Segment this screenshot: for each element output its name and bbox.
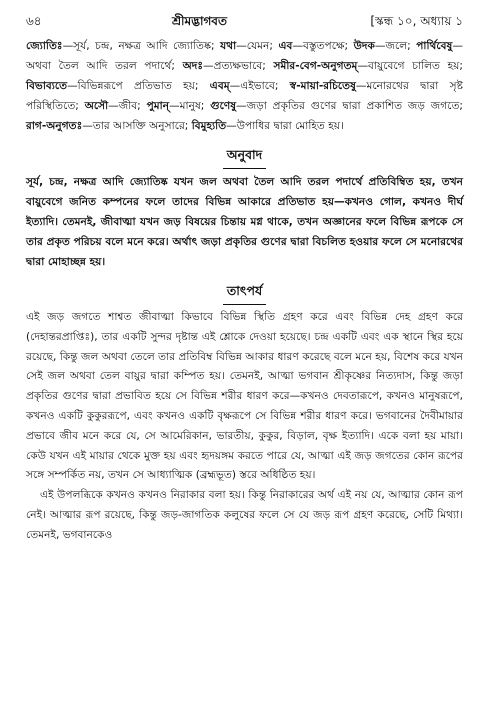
synonym-term: উদক: [353, 40, 375, 52]
synonym-term: এব: [278, 40, 293, 52]
synonym-meaning: বস্তুতপক্ষে;: [303, 40, 349, 52]
synonym-meaning: তার আসক্তি অনুসারে;: [92, 120, 189, 132]
running-header: [26, 10, 463, 32]
synonym-meaning: বিভিন্নরূপে প্রতিভাত হয়;: [77, 80, 199, 92]
synonym-meaning: জড়া প্রকৃতির গুণের দ্বারা প্রকাশিত জড় জগতে;: [246, 100, 463, 112]
synonym-term: যথা: [220, 40, 237, 52]
purport-body: [26, 308, 463, 546]
synonym-term: বিমুহ্যতি: [191, 120, 227, 132]
synonym-term: অসৌ: [84, 100, 109, 112]
synonym-meaning: মনোরথের দ্বারা সৃষ্ট পরিস্থিতিতে;: [26, 80, 464, 112]
synonym-term: অদঃ: [182, 60, 204, 72]
synonym-meaning: বায়ুবেগে চালিত হয়;: [368, 60, 463, 72]
synonym-term: এবম্: [209, 80, 230, 92]
synonym-meaning: এইভাবে;: [240, 80, 279, 92]
synonym-term: পার্থিবেষু: [416, 40, 453, 52]
translation-heading: অনুবাদ: [223, 147, 266, 169]
synonym-term: পুমান্: [146, 100, 170, 112]
synonym-term: গুণেষু: [210, 100, 237, 112]
purport-paragraph: এই জড় জগতে শাশ্বত জীবাত্মা কিভাবে বিভিন্ন স্থিতি গ্রহণ করে এবং বিভিন্ন দেহ গ্রহণ করে (দেহান্তরপ্রাপ্তিঃ), তার একটি সুন্দর দৃষ্টান্ত এই শ্লোকে দেওয়া হয়েছে। চন্দ্র একটি এবং এক স্থানে স্থির হয়ে রয়েছে, কিন্তু জল অথবা তেলে তার প্রতিবিম্ব বিভিন্ন আকার ধারণ করেছে বলে মনে হয়, বিশেষ করে যখন সেই জল অথবা তেল বায়ুর দ্বারা কম্পিত হয়। তেমনই, আত্মা ভগবান শ্রীকৃষ্ণের নিত্যদাস, কিন্তু জড়া প্রকৃতির গুণের দ্বারা প্রভাবিত হয়ে সে বিভিন্ন শরীর ধারণ করে—কখনও দেবতারূপে, কখনও মানুষরূপে, কখনও একটি কুকুররূপে, এবং কখনও একটি বৃক্ষরূপে সে বিভিন্ন শরীর ধারণ করে। ভগবানের দৈবীমায়ার প্রভাবে জীব মনে করে যে, সে আমেরিকান, ভারতীয়, কুকুর, বিড়াল, বৃক্ষ ইত্যাদি। একে বলা হয় মায়া। কেউ যখন এই মায়ার থেকে মুক্ত হয় এবং হৃদয়ঙ্গম করতে পারে যে, আত্মা এই জড় জগতের কোন রূপের সঙ্গে সম্পর্কিত নয়, তখন সে আধ্যাত্মিক (ব্রহ্মভূত) স্তরে অধিষ্ঠিত হয়।: [26, 311, 463, 482]
synonym-term: সমীর-বেগ-অনুগতম্: [273, 60, 358, 72]
synonym-term: স্ব-মায়া-রচিতেষু: [289, 80, 356, 92]
purport-paragraph: এই উপলব্ধিকে কখনও কখনও নিরাকার বলা হয়। কিন্তু নিরাকারের অর্থ এই নয় যে, আত্মার কোন রূপ নেই। আত্মার রূপ রয়েছে, কিন্তু জড়-জাগতিক কলুষের ফলে সে যে জড় রূপ গ্রহণ করেছে, সেটি মিথ্যা। তেমনই, ভগবানকেও: [26, 489, 463, 541]
purport-heading: তাৎপর্য: [223, 283, 266, 305]
book-title: শ্রীমদ্ভাগবত: [171, 14, 227, 28]
chapter-reference: [স্কন্ধ ১০, অধ্যায় ১: [370, 14, 463, 28]
synonym-term: বিভাব্যতে: [26, 80, 68, 92]
synonym-meaning: উপাধির দ্বারা মোহিত হয়।: [236, 120, 344, 132]
synonym-term: জ্যোতিঃ: [26, 40, 63, 52]
synonym-meaning: যেমন;: [246, 40, 273, 52]
page-number: ৬৪: [26, 14, 42, 28]
translation-text: সূর্য, চন্দ্র, নক্ষত্র আদি জ্যোতিষ্ক যখন জল অথবা তৈল আদি তরল পদার্থে প্রতিবিম্বিত হয়, তখন বায়ুবেগে জনিত কম্পনের ফলে তাদের বিভিন্ন আকারে প্রতিভাত হয়—কখনও গোল, কখনও দীর্ঘ ইত্যাদি। তেমনই, জীবাত্মা যখন জড় বিষয়ের চিন্তায় মগ্ন থাকে, তখন অজ্ঞানের ফলে বিভিন্ন রূপকে সে তার প্রকৃত পরিচয় বলে মনে করে। অর্থাৎ জড়া প্রকৃতির গুণের দ্বারা বিচলিত হওয়ার ফলে সে মনোরথের দ্বারা মোহাচ্ছন্ন হয়।: [26, 176, 463, 268]
synonym-meaning: অথবা তৈল আদি তরল পদার্থে;: [26, 60, 175, 72]
synonym-term: রাগ-অনুগতঃ: [26, 120, 83, 132]
synonyms-block: জ্যোতিঃ—সূর্য, চন্দ্র, নক্ষত্র আদি জ্যোতিষ্ক; যথা—যেমন; এব—বস্তুতপক্ষে; উদক—জলে; পার্থিবেষু—অথবা তৈল আদি তরল পদার্থে; অদঃ—প্রত্যক্ষভাবে; সমীর-বেগ-অনুগতম্—বায়ুবেগে চালিত হয়; বিভাব্যতে—বিভিন্নরূপে প্রতিভাত হয়; এবম্—এইভাবে; স্ব-মায়া-রচিতেষু—মনোরথের দ্বারা সৃষ্ট পরিস্থিতিতে; অসৌ—জীব; পুমান্—মানুষ; গুণেষু—জড়া প্রকৃতির গুণের দ্বারা প্রকাশিত জড় জগতে; রাগ-অনুগতঃ—তার আসক্তি অনুসারে; বিমুহ্যতি—উপাধির দ্বারা মোহিত হয়।: [26, 40, 464, 132]
synonym-meaning: জীব;: [118, 100, 141, 112]
synonym-meaning: মানুষ;: [179, 100, 205, 112]
synonym-meaning: সূর্য, চন্দ্র, নক্ষত্র আদি জ্যোতিষ্ক;: [73, 40, 215, 52]
synonym-meaning: প্রত্যক্ষভাবে;: [213, 60, 266, 72]
synonym-meaning: জলে;: [385, 40, 411, 52]
